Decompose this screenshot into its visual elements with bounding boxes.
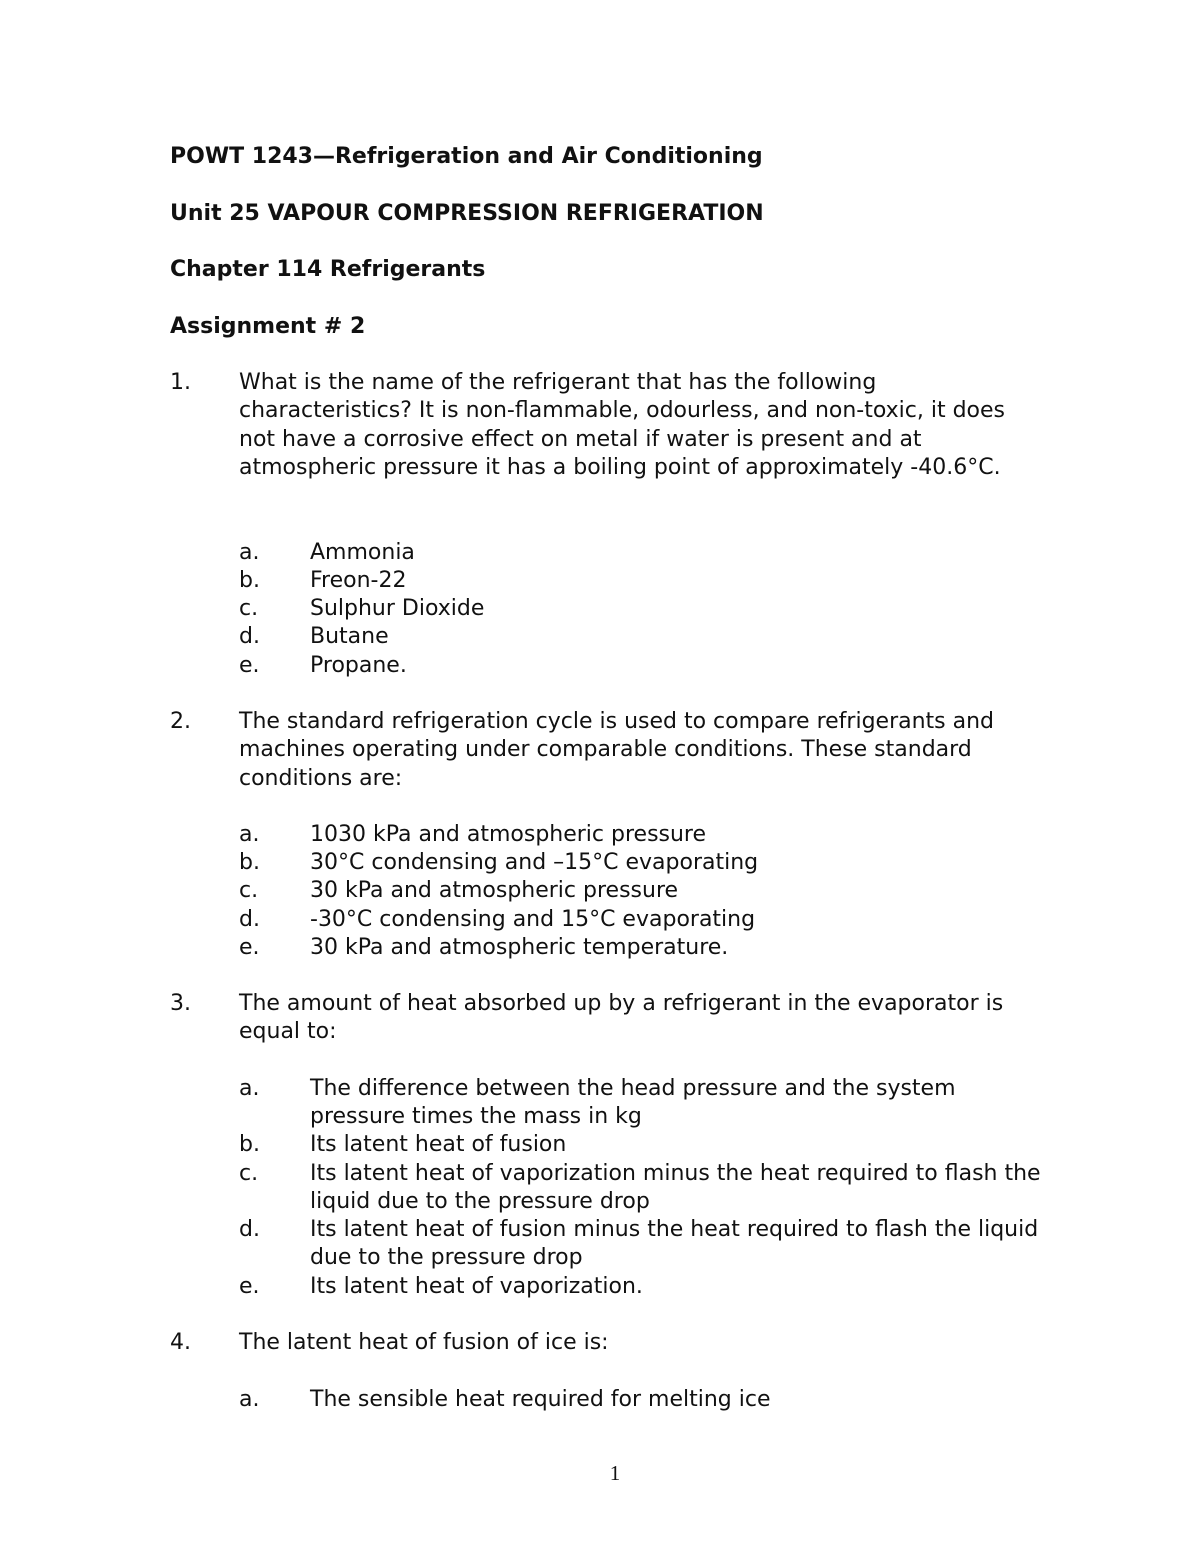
chapter-title: Chapter 114 Refrigerants [170,257,486,282]
q1-option-a: Ammonia [310,540,415,565]
q2-option-d: -30°C condensing and 15°C evaporating [310,907,756,932]
q3-option-e-letter: e. [239,1274,260,1299]
q4-option-a: The sensible heat required for melting ice [310,1387,771,1412]
q1-option-d-letter: d. [239,624,260,649]
q2-option-d-letter: d. [239,907,260,932]
question-4-number: 4. [170,1330,191,1355]
question-2-number: 2. [170,709,191,734]
q3-option-b-letter: b. [239,1132,260,1157]
q3-option-c: Its latent heat of vaporization minus the heat required to flash the liquid due to the pressure drop [310,1161,1041,1215]
assignment-title: Assignment # 2 [170,314,366,339]
q3-option-b: Its latent heat of fusion [310,1132,567,1157]
question-3-text: The amount of heat absorbed up by a refrigerant in the evaporator is equal to: [239,991,1004,1045]
q2-option-a: 1030 kPa and atmospheric pressure [310,822,707,847]
q3-option-d-letter: d. [239,1217,260,1242]
q4-option-a-letter: a. [239,1387,260,1412]
page-number: 1 [609,1461,621,1485]
q1-option-c-letter: c. [239,596,259,621]
question-3-number: 3. [170,991,191,1016]
q3-option-a: The difference between the head pressure and the system pressure times the mass in kg [310,1076,956,1130]
q1-option-b: Freon-22 [310,568,407,593]
question-2-text: The standard refrigeration cycle is used to compare refrigerants and machines operating under comparable conditions. These standard conditions are: [239,709,995,791]
q3-option-a-letter: a. [239,1076,260,1101]
q3-option-e: Its latent heat of vaporization. [310,1274,643,1299]
question-1-number: 1. [170,370,191,395]
course-title: POWT 1243—Refrigeration and Air Conditioning [170,144,763,169]
q2-option-e: 30 kPa and atmospheric temperature. [310,935,729,960]
question-1-text: What is the name of the refrigerant that has the following characteristics? It is non-flammable, odourless, and non-toxic, it does not have a corrosive effect on metal if water is present and at atmospheric pressure it has a boiling point of approximately -40.6°C. [239,370,1006,480]
q1-option-d: Butane [310,624,389,649]
q2-option-c: 30 kPa and atmospheric pressure [310,878,679,903]
question-4-text: The latent heat of fusion of ice is: [239,1330,609,1355]
q1-option-a-letter: a. [239,540,260,565]
q2-option-a-letter: a. [239,822,260,847]
q2-option-b-letter: b. [239,850,260,875]
unit-title: Unit 25 VAPOUR COMPRESSION REFRIGERATION [170,201,764,226]
q2-option-e-letter: e. [239,935,260,960]
q3-option-d: Its latent heat of fusion minus the heat required to flash the liquid due to the pressure drop [310,1217,1039,1271]
q2-option-c-letter: c. [239,878,259,903]
q3-option-c-letter: c. [239,1161,259,1186]
q1-option-b-letter: b. [239,568,260,593]
q1-option-e-letter: e. [239,653,260,678]
q1-option-c: Sulphur Dioxide [310,596,485,621]
q1-option-e: Propane. [310,653,407,678]
q2-option-b: 30°C condensing and –15°C evaporating [310,850,759,875]
